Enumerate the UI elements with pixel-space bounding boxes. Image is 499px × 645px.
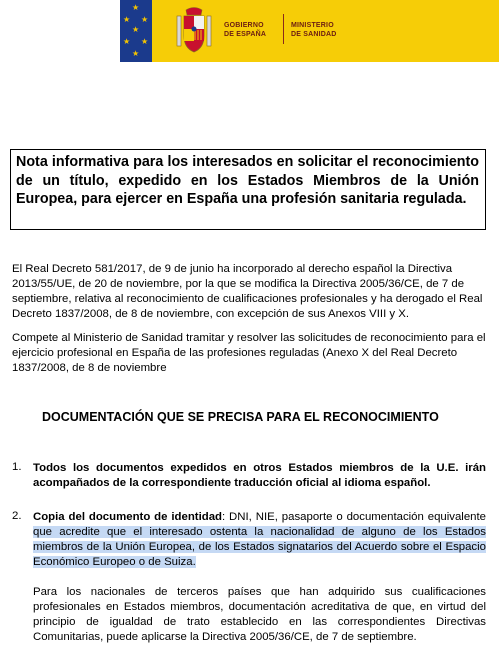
list-item-2-highlight: que acredite que el interesado ostenta la nacionalidad de alguno de los Estados miembros de la Unión Europea, de los Estados signatarios del Acuerdo sobre el Espacio Económico Europeo o de Suiza.: [33, 526, 486, 568]
section-title: DOCUMENTACIÓN QUE SE PRECISA PARA EL RECONOCIMIENTO: [42, 410, 439, 424]
coat-of-arms-icon: [174, 6, 214, 58]
notice-title-box: [10, 149, 486, 230]
government-label-line1: GOBIERNO: [224, 22, 264, 29]
decree-paragraph: El Real Decreto 581/2017, de 9 de junio ha incorporado al derecho español la Directiva 2013/55/UE, de 20 de noviembre, por la que se modifica la Directiva 2005/36/CE, de 7 de septiembre, relativa al reconocimiento de cualificaciones profesionales y ha derogado el Real Decreto 1837/2008, de 8 de noviembre, con excepción de sus Anexos VIII y X.: [12, 263, 483, 320]
competence-paragraph: Compete al Ministerio de Sanidad tramitar y resolver las solicitudes de reconocimiento para el ejercicio profesional en España de las profesiones reguladas (Anexo X del Real Decreto 1837/2008, de 8 de noviembre: [12, 332, 486, 374]
ministry-label-line1: MINISTERIO: [291, 22, 334, 29]
government-header: [0, 0, 499, 70]
government-label-line2: DE ESPAÑA: [224, 31, 267, 38]
list-item-2-number: 2.: [12, 510, 22, 522]
header-divider: [283, 14, 284, 44]
list-item-2-bold: Copia del documento de identidad: [33, 511, 222, 523]
list-item-1-number: 1.: [12, 461, 22, 473]
notice-title: Nota informativa para los interesados en solicitar el reconocimiento de un título, expedido en los Estados Miembros de la Unión Europea, para ejercer en España una profesión sanitaria regulada.: [16, 154, 479, 208]
list-item-2-plain: : DNI, NIE, pasaporte o documentación equivalente: [222, 511, 487, 523]
eu-stars-icon: ★ ★ ★ ★ ★ ★ ★: [120, 0, 152, 62]
ministry-label: [291, 21, 337, 39]
list-item-1-text: Todos los documentos expedidos en otros Estados miembros de la U.E. irán acompañados de la correspondiente traducción oficial al idioma español.: [33, 462, 486, 489]
ministry-label-line2: DE SANIDAD: [291, 31, 337, 38]
government-label: [224, 21, 266, 39]
list-item-2-followup: Para los nacionales de terceros países que han adquirido sus cualificaciones profesionales en Estados miembros, documentación acreditativa de que, en virtud del principio de igualdad de trato establecido en las correspondientes Directivas Comunitarias, puede aplicarse la Directiva 2005/36/CE, de 7 de septiembre.: [33, 586, 486, 643]
list-item-2: [33, 510, 486, 570]
